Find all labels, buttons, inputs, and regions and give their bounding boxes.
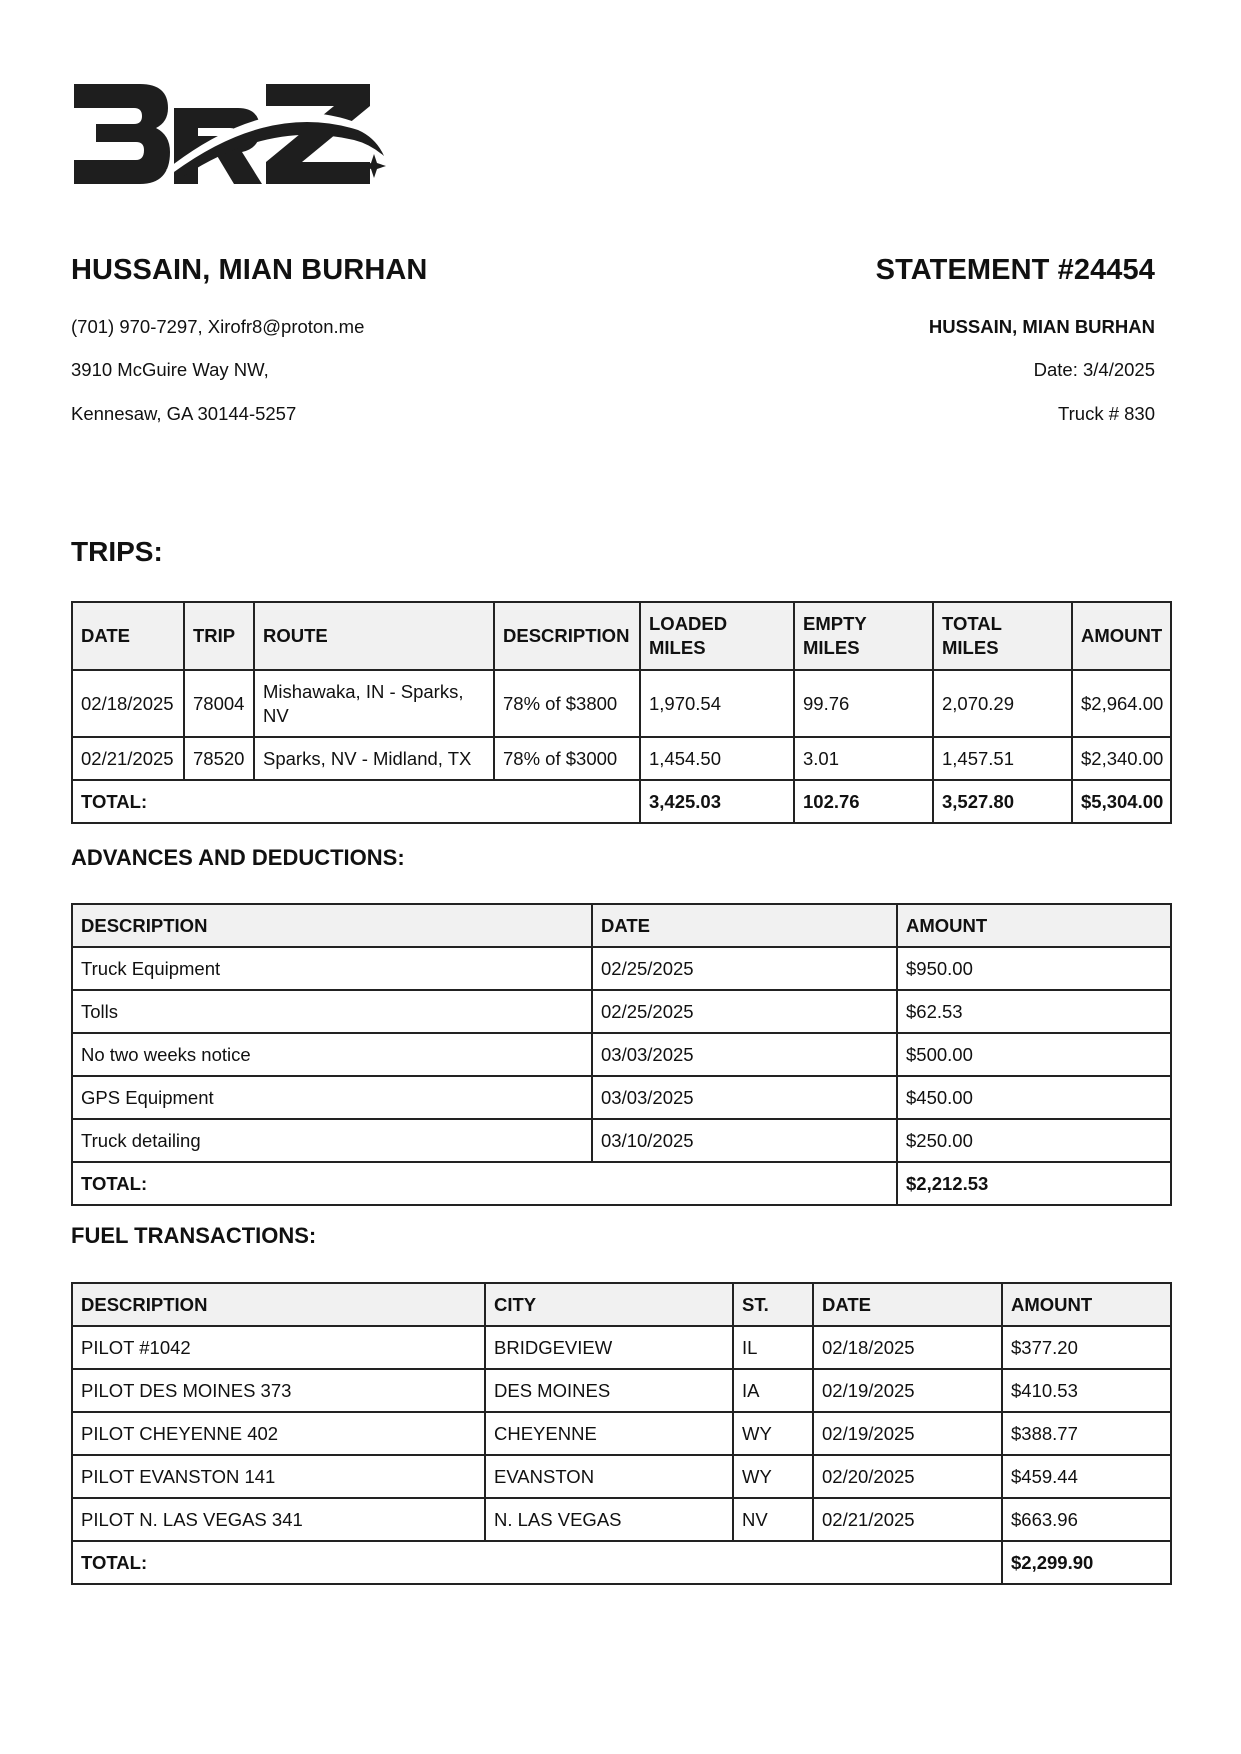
advances-section-title: ADVANCES AND DEDUCTIONS:: [71, 845, 405, 870]
fuel-total-row: [72, 1541, 1171, 1584]
driver-name: HUSSAIN, MIAN BURHAN: [71, 254, 428, 286]
fuel-date: 02/19/2025: [813, 1412, 1002, 1455]
trips-total-miles: 3,527.80: [933, 780, 1072, 823]
advances-table: [71, 903, 1172, 1206]
advances-total-row: [72, 1162, 1171, 1205]
col-description-header: DESCRIPTION: [494, 602, 640, 670]
table-row: [72, 1369, 1171, 1412]
fuel-description: PILOT EVANSTON 141: [72, 1455, 485, 1498]
col-city-header: CITY: [485, 1283, 733, 1326]
table-row: [72, 1412, 1171, 1455]
statement-name: HUSSAIN, MIAN BURHAN: [928, 316, 1155, 337]
trip-route: Sparks, NV - Midland, TX: [254, 737, 494, 780]
col-date-header: DATE: [592, 904, 897, 947]
advance-description: Tolls: [72, 990, 592, 1033]
trip-number: 78520: [184, 737, 254, 780]
fuel-city: DES MOINES: [485, 1369, 733, 1412]
advance-description: GPS Equipment: [72, 1076, 592, 1119]
driver-address-line1: 3910 McGuire Way NW,: [71, 359, 269, 380]
advances-total-amount: $2,212.53: [897, 1162, 1171, 1205]
col-loaded-miles-header: LOADED MILES: [640, 602, 794, 670]
col-date-header: DATE: [813, 1283, 1002, 1326]
advance-amount: $950.00: [897, 947, 1171, 990]
trip-date: 02/21/2025: [72, 737, 184, 780]
advances-header-row: [72, 904, 1171, 947]
table-row: [72, 1326, 1171, 1369]
advance-date: 03/10/2025: [592, 1119, 897, 1162]
col-state-header: ST.: [733, 1283, 813, 1326]
trip-route: Mishawaka, IN - Sparks, NV: [254, 670, 494, 737]
advance-date: 03/03/2025: [592, 1033, 897, 1076]
statement-date: Date: 3/4/2025: [1033, 359, 1155, 380]
trips-total-loaded: 3,425.03: [640, 780, 794, 823]
table-row: [72, 670, 1171, 737]
table-row: [72, 990, 1171, 1033]
driver-info: [71, 252, 631, 424]
trip-amount: $2,964.00: [1072, 670, 1171, 737]
fuel-amount: $388.77: [1002, 1412, 1171, 1455]
table-row: [72, 1498, 1171, 1541]
advance-description: Truck Equipment: [72, 947, 592, 990]
advance-description: No two weeks notice: [72, 1033, 592, 1076]
trip-description: 78% of $3800: [494, 670, 640, 737]
trip-amount: $2,340.00: [1072, 737, 1171, 780]
advance-description: Truck detailing: [72, 1119, 592, 1162]
statement-truck: Truck # 830: [1058, 403, 1155, 424]
trip-loaded-miles: 1,454.50: [640, 737, 794, 780]
fuel-amount: $459.44: [1002, 1455, 1171, 1498]
fuel-header-row: [72, 1283, 1171, 1326]
col-amount-header: AMOUNT: [897, 904, 1171, 947]
col-trip-header: TRIP: [184, 602, 254, 670]
fuel-date: 02/21/2025: [813, 1498, 1002, 1541]
fuel-city: N. LAS VEGAS: [485, 1498, 733, 1541]
table-row: [72, 1076, 1171, 1119]
advance-amount: $250.00: [897, 1119, 1171, 1162]
trips-total-row: [72, 780, 1171, 823]
fuel-description: PILOT DES MOINES 373: [72, 1369, 485, 1412]
company-logo: [70, 78, 390, 190]
brz-logo-graphic: [70, 78, 390, 190]
advance-date: 02/25/2025: [592, 990, 897, 1033]
fuel-state: IA: [733, 1369, 813, 1412]
fuel-date: 02/20/2025: [813, 1455, 1002, 1498]
col-description-header: DESCRIPTION: [72, 1283, 485, 1326]
statement-title: STATEMENT #24454: [875, 254, 1155, 286]
fuel-state: IL: [733, 1326, 813, 1369]
fuel-description: PILOT #1042: [72, 1326, 485, 1369]
fuel-total-amount: $2,299.90: [1002, 1541, 1171, 1584]
fuel-description: PILOT N. LAS VEGAS 341: [72, 1498, 485, 1541]
statement-info: [595, 252, 1155, 424]
trip-empty-miles: 3.01: [794, 737, 933, 780]
col-amount-header: AMOUNT: [1002, 1283, 1171, 1326]
trip-number: 78004: [184, 670, 254, 737]
advances-total-label: TOTAL:: [72, 1162, 897, 1205]
advance-amount: $62.53: [897, 990, 1171, 1033]
advance-date: 03/03/2025: [592, 1076, 897, 1119]
fuel-section-title: FUEL TRANSACTIONS:: [71, 1223, 317, 1248]
trip-empty-miles: 99.76: [794, 670, 933, 737]
trips-total-amount: $5,304.00: [1072, 780, 1171, 823]
fuel-amount: $377.20: [1002, 1326, 1171, 1369]
trips-section-title: TRIPS:: [71, 536, 163, 567]
fuel-state: NV: [733, 1498, 813, 1541]
table-row: [72, 1119, 1171, 1162]
fuel-state: WY: [733, 1412, 813, 1455]
table-row: [72, 947, 1171, 990]
trip-total-miles: 2,070.29: [933, 670, 1072, 737]
advance-date: 02/25/2025: [592, 947, 897, 990]
driver-contact: (701) 970-7297, Xirofr8@proton.me: [71, 316, 365, 337]
fuel-city: BRIDGEVIEW: [485, 1326, 733, 1369]
fuel-total-label: TOTAL:: [72, 1541, 1002, 1584]
col-empty-miles-header: EMPTY MILES: [794, 602, 933, 670]
advance-amount: $450.00: [897, 1076, 1171, 1119]
col-route-header: ROUTE: [254, 602, 494, 670]
fuel-date: 02/18/2025: [813, 1326, 1002, 1369]
fuel-amount: $663.96: [1002, 1498, 1171, 1541]
col-total-miles-header: TOTAL MILES: [933, 602, 1072, 670]
fuel-date: 02/19/2025: [813, 1369, 1002, 1412]
advance-amount: $500.00: [897, 1033, 1171, 1076]
trip-total-miles: 1,457.51: [933, 737, 1072, 780]
table-row: [72, 737, 1171, 780]
driver-address-line2: Kennesaw, GA 30144-5257: [71, 403, 297, 424]
col-description-header: DESCRIPTION: [72, 904, 592, 947]
col-amount-header: AMOUNT: [1072, 602, 1171, 670]
table-row: [72, 1033, 1171, 1076]
col-date-header: DATE: [72, 602, 184, 670]
trip-loaded-miles: 1,970.54: [640, 670, 794, 737]
fuel-amount: $410.53: [1002, 1369, 1171, 1412]
trips-total-label: TOTAL:: [72, 780, 640, 823]
trips-header-row: [72, 602, 1171, 670]
table-row: [72, 1455, 1171, 1498]
fuel-description: PILOT CHEYENNE 402: [72, 1412, 485, 1455]
trips-total-empty: 102.76: [794, 780, 933, 823]
trip-date: 02/18/2025: [72, 670, 184, 737]
trips-table: [71, 601, 1172, 824]
fuel-city: CHEYENNE: [485, 1412, 733, 1455]
fuel-table: [71, 1282, 1172, 1585]
trip-description: 78% of $3000: [494, 737, 640, 780]
fuel-city: EVANSTON: [485, 1455, 733, 1498]
fuel-state: WY: [733, 1455, 813, 1498]
